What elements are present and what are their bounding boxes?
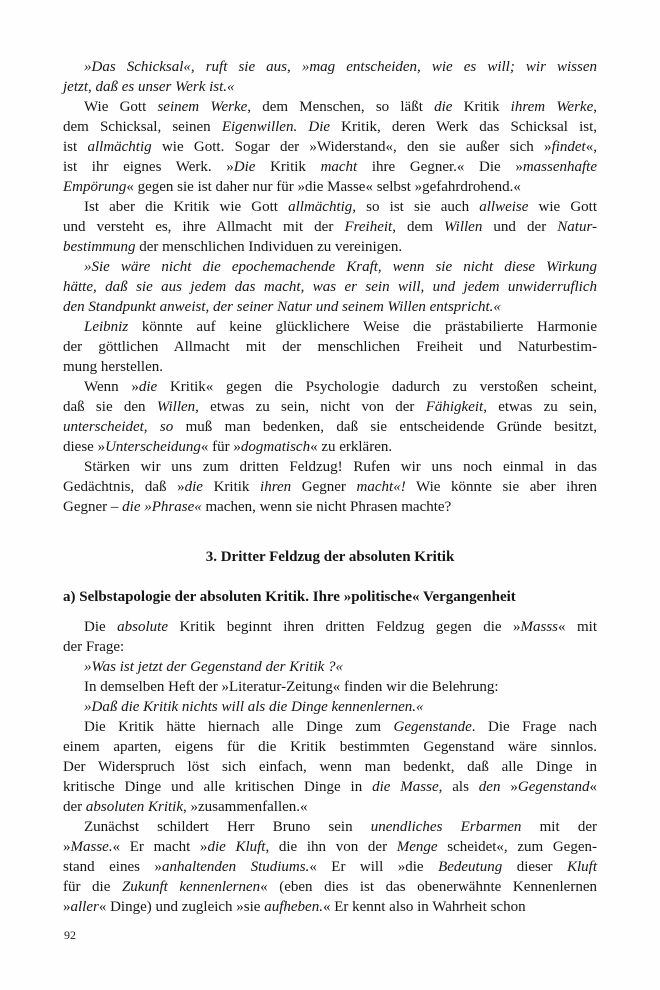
text-line: »aller« Dinge) und zugleich »sie aufheben.« Er kennt also in Wahrheit schon [63, 899, 526, 915]
text-line: Ist aber die Kritik wie Gott allmächtig, so ist sie auch allweise wie Gott [84, 199, 598, 215]
text-line: ist ihr eignes Werk. »Die Kritik macht ihre Gegner.« Die »massenhafte [63, 159, 597, 175]
section-heading [63, 547, 597, 567]
paragraph [63, 317, 597, 377]
paragraph [63, 817, 597, 917]
paragraph [63, 197, 597, 257]
subsection-heading [63, 587, 597, 607]
text-line: Gegner – die »Phrase« machen, wenn sie nicht Phrasen machte? [63, 499, 452, 515]
text-line: kritische Dinge und alle kritischen Dinge in die Masse, als den »Gegenstand« [63, 779, 598, 795]
text-line: Wenn »die Kritik« gegen die Psychologie dadurch zu verstoßen scheint, [84, 379, 597, 395]
text-line: diese »Unterscheidung« für »dogmatisch« zu erklären. [63, 439, 393, 455]
text-line: Gedächtnis, daß »die Kritik ihren Gegner macht«! Wie könnte sie aber ihren [63, 479, 597, 495]
text-line: ist allmächtig wie Gott. Sogar der »Widerstand«, den sie außer sich »findet«, [63, 139, 597, 155]
text-line: Die Kritik hätte hiernach alle Dinge zum Gegenstande. Die Frage nach [84, 719, 597, 735]
text-line: Die absolute Kritik beginnt ihren dritten Feldzug gegen die »Masss« mit [84, 619, 597, 635]
paragraph [63, 717, 597, 817]
text-line: mung herstellen. [63, 359, 163, 375]
text-line: a) Selbstapologie der absoluten Kritik. Ihre »politische« Vergangenheit [63, 589, 516, 605]
text-line: Wie Gott seinem Werke, dem Menschen, so läßt die Kritik ihrem Werke, [84, 99, 597, 115]
text-line: dem Schicksal, seinen Eigenwillen. Die Kritik, deren Werk das Schicksal ist, [63, 119, 597, 135]
text-line: Empörung« gegen sie ist daher nur für »die Masse« selbst »gefahrdrohend.« [63, 179, 521, 195]
text-line: jetzt, daß es unser Werk ist.« [63, 79, 235, 95]
text-line: »Das Schicksal«, ruft sie aus, »mag entscheiden, wie es will; wir wissen [84, 59, 597, 75]
text-line: Zunächst schildert Herr Bruno sein unendliches Erbarmen mit der [84, 819, 597, 835]
page-number: 92 [64, 928, 76, 942]
paragraph [63, 657, 597, 677]
paragraph [63, 697, 597, 717]
text-line: »Was ist jetzt der Gegenstand der Kritik ?« [84, 659, 344, 675]
text-line: Leibniz könnte auf keine glücklichere Weise die prästabilierte Harmonie [84, 319, 597, 335]
text-line: »Sie wäre nicht die epochemachende Kraft, wenn sie nicht diese Wirkung [84, 259, 597, 275]
text-line: »Masse.« Er macht »die Kluft, die ihn von der Menge scheidet«, zum Gegen- [63, 839, 597, 855]
text-line: der absoluten Kritik, »zusammenfallen.« [63, 799, 308, 815]
text-line: der Frage: [63, 639, 125, 655]
text-line: unterscheidet, so muß man bedenken, daß sie entscheidende Gründe besitzt, [63, 419, 598, 435]
text-line: bestimmung der menschlichen Individuen zu vereinigen. [63, 239, 403, 255]
text-line: hätte, daß sie aus jedem das macht, was er sein will, und jedem unwiderruflich [63, 279, 597, 295]
text-line: daß sie den Willen, etwas zu sein, nicht von der Fähigkeit, etwas zu sein, [63, 399, 597, 415]
page-text [63, 57, 597, 917]
text-line: für die Zukunft kennenlernen« (eben dies ist das obenerwähnte Kennenlernen [63, 879, 597, 895]
text-line: »Daß die Kritik nichts will als die Dinge kennenlernen.« [84, 699, 424, 715]
paragraph [63, 97, 597, 197]
paragraph [63, 457, 597, 517]
text-line: In demselben Heft der »Literatur-Zeitung« finden wir die Belehrung: [84, 679, 499, 695]
text-line: stand eines »anhaltenden Studiums.« Er will »die Bedeutung dieser Kluft [63, 859, 598, 875]
text-line: einem aparten, eigens für die Kritik bestimmten Gegenstand wäre sinnlos. [63, 739, 597, 755]
text-line: Stärken wir uns zum dritten Feldzug! Rufen wir uns noch einmal in das [84, 459, 597, 475]
paragraph [63, 677, 597, 697]
text-line: der göttlichen Allmacht mit der menschlichen Freiheit und Naturbestim- [63, 339, 597, 355]
paragraph [63, 617, 597, 657]
paragraph [63, 257, 597, 317]
paragraph [63, 377, 597, 457]
text-line: Der Widerspruch löst sich einfach, wenn man bedenkt, daß alle Dinge in [63, 759, 597, 775]
text-line: den Standpunkt anweist, der seiner Natur und seinem Willen entspricht.« [63, 299, 501, 315]
paragraph [63, 57, 597, 97]
text-line: 3. Dritter Feldzug der absoluten Kritik [205, 549, 455, 565]
text-line: und versteht es, ihre Allmacht mit der Freiheit, dem Willen und der Natur- [63, 219, 598, 235]
